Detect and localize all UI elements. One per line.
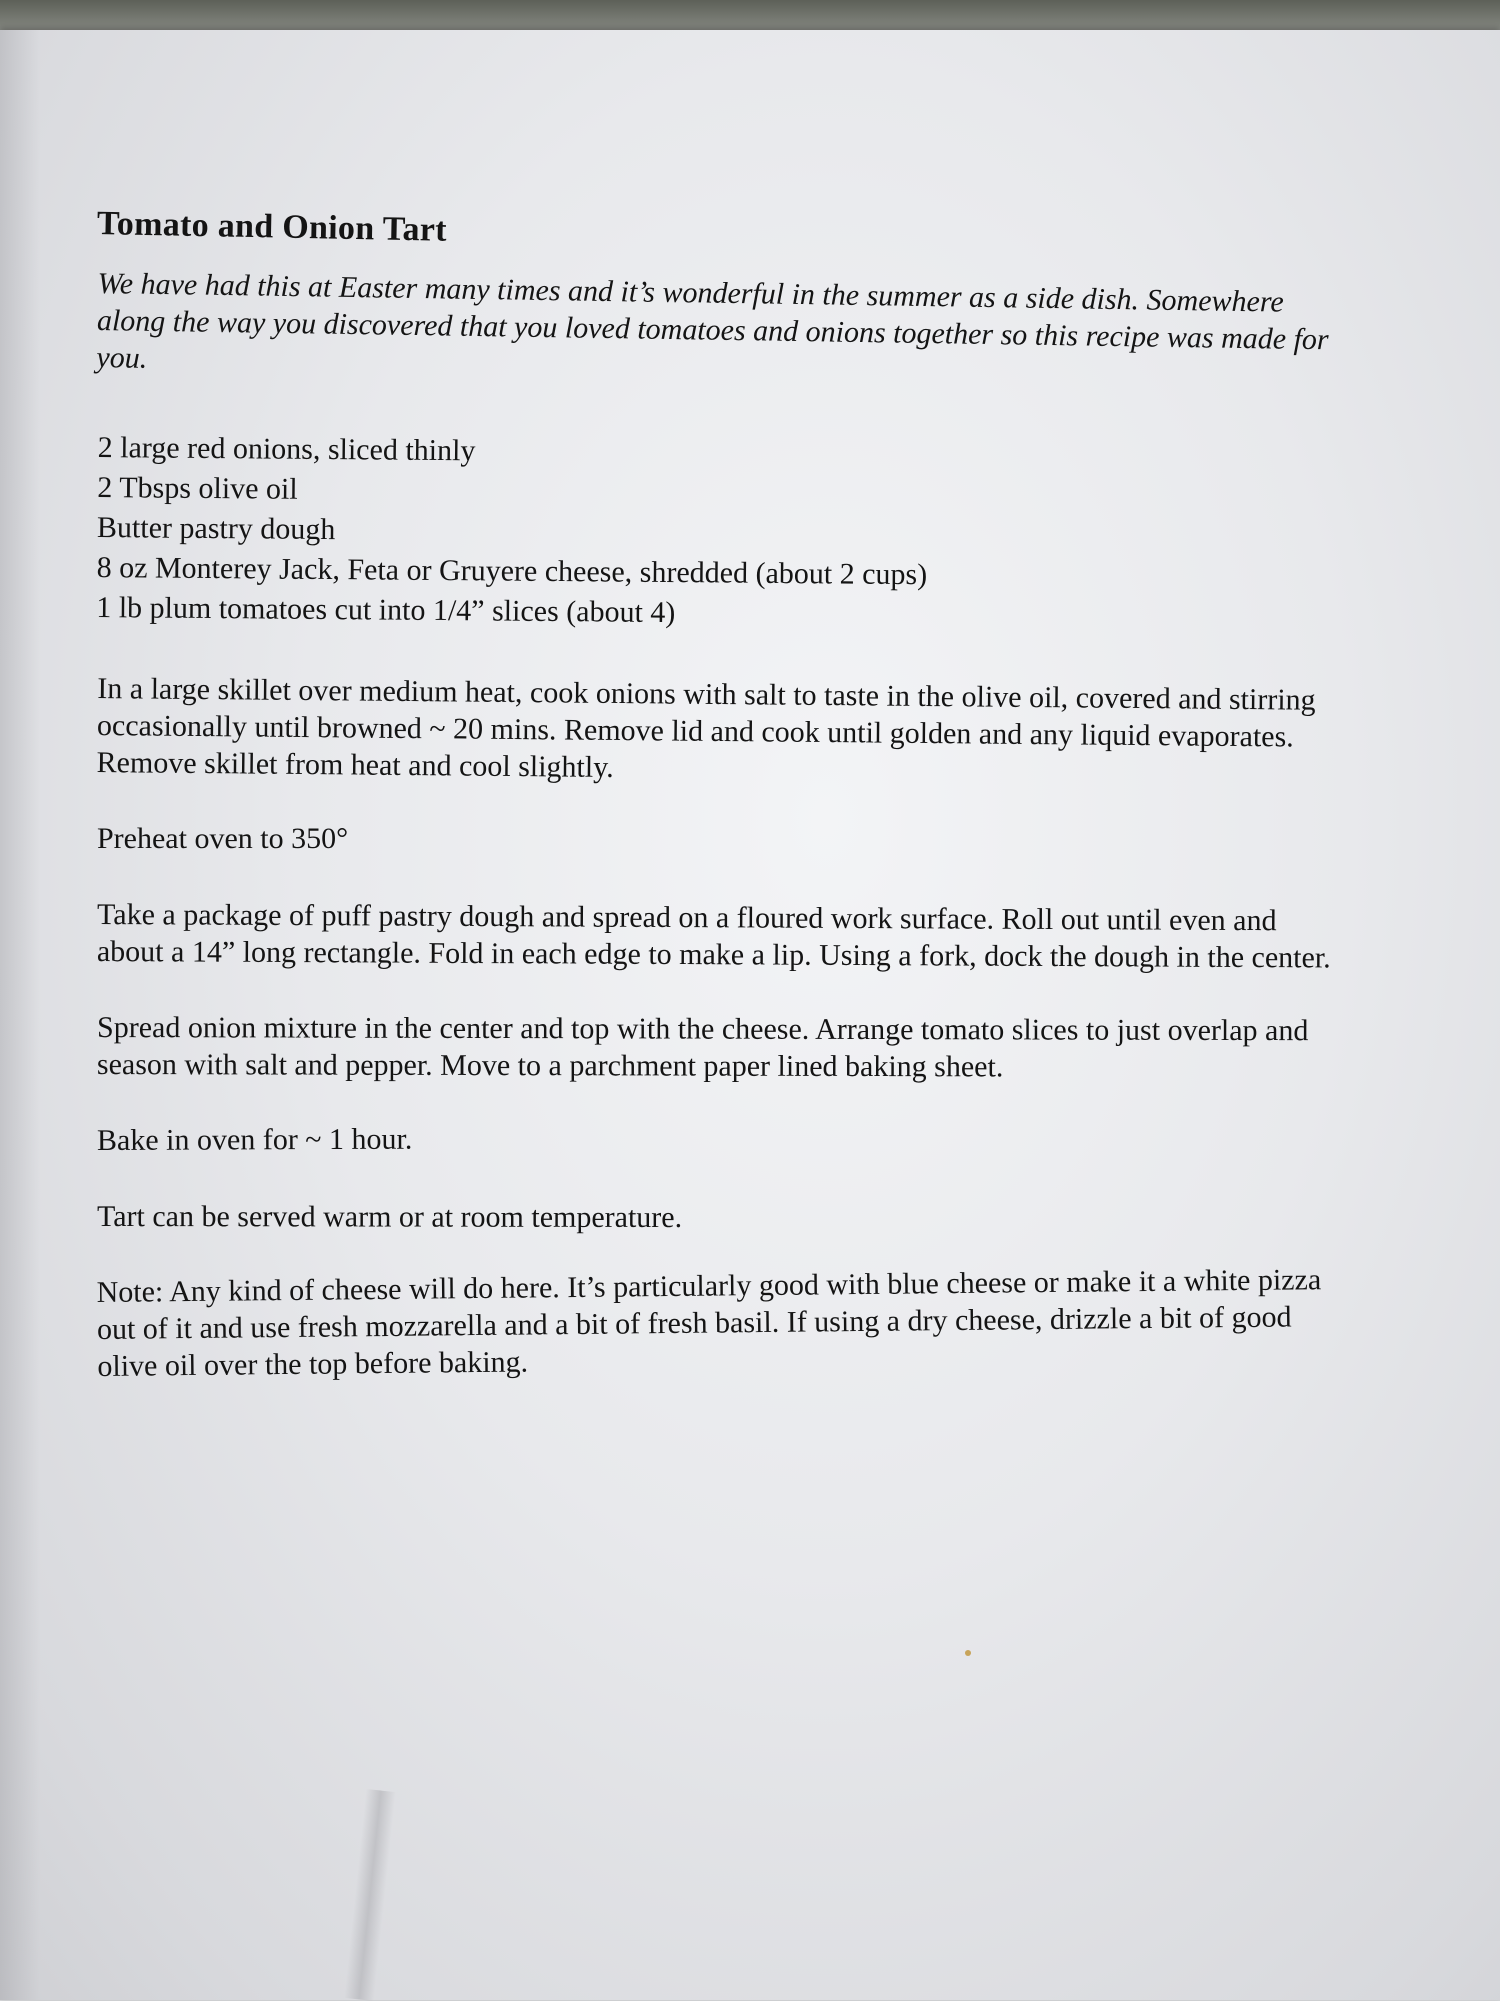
ingredient-item: 2 Tbsps olive oil <box>97 471 298 506</box>
recipe-title: Tomato and Onion Tart <box>96 205 448 249</box>
step-assemble: Spread onion mixture in the center and top with the cheese. Arrange tomato slices to just overlap and season with salt and pepper. Move to a parchment paper lined baking sheet. <box>96 1011 1309 1084</box>
recipe-intro: We have had this at Easter many times and it’s wonderful in the summer as a side dish. Somewhere along the way you discovered that you loved tomatoes and onions together so this recipe was made for you. <box>96 267 1329 375</box>
ingredient-item: 8 oz Monterey Jack, Feta or Gruyere cheese, shredded (about 2 cups) <box>96 550 928 592</box>
ingredient-item: Butter pastry dough <box>96 511 336 547</box>
ingredient-list <box>96 428 1338 639</box>
step-preheat: Preheat oven to 350° <box>97 822 349 855</box>
step-bake: Bake in oven for ~ 1 hour. <box>96 1122 413 1157</box>
paper-shadow <box>0 30 40 2000</box>
recipe-note: Note: Any kind of cheese will do here. It’s particularly good with blue cheese or make it a white pizza out of it and use fresh mozzarella and a bit of fresh basil. If using a dry cheese, drizzle a bit of good olive oil over the top before baking. <box>96 1263 1322 1383</box>
recipe-content <box>97 205 1337 1424</box>
step-cook-onions: In a large skillet over medium heat, cook onions with salt to taste in the olive oil, covered and stirring occasionally until browned ~ 20 mins. Remove lid and cook until golden and any liquid evaporates. Remove skillet from heat and cool slightly. <box>96 672 1316 784</box>
ingredient-item: 1 lb plum tomatoes cut into 1/4” slices (about 4) <box>96 590 676 630</box>
paper-speck <box>965 1650 971 1656</box>
step-serve: Tart can be served warm or at room temperature. <box>96 1200 683 1235</box>
ingredient-item: 2 large red onions, sliced thinly <box>97 431 476 468</box>
step-pastry: Take a package of puff pastry dough and spread on a floured work surface. Roll out until even and about a 14” long rectangle. Fold in each edge to make a lip. Using a fork, dock the dough in the center. <box>96 898 1331 975</box>
